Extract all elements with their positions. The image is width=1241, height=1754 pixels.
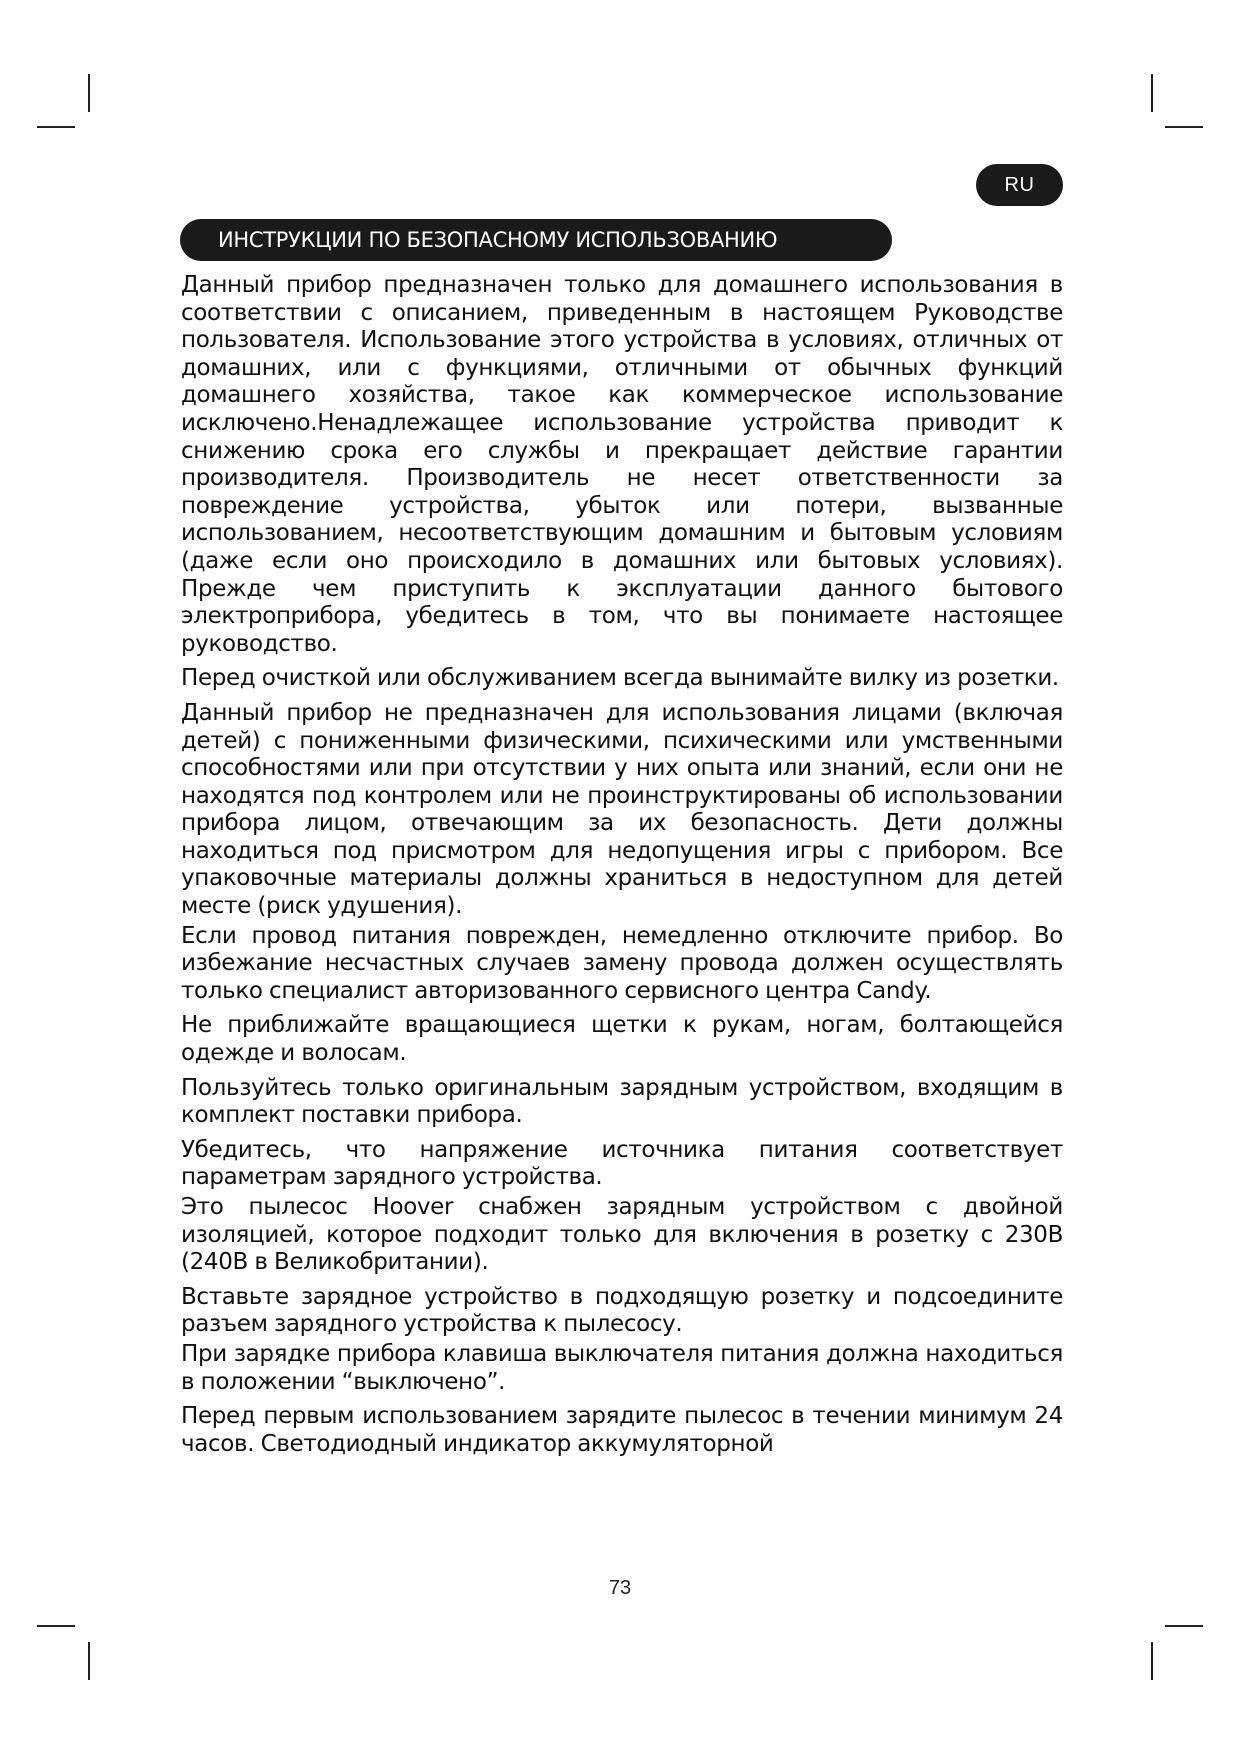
crop-mark-bottom-left-vertical (88, 1642, 90, 1680)
paragraph-damaged-cord: Если провод питания поврежден, немедленно отключите прибор. Во избежание несчастных случаев замену провода должен осуществлять только специалист авторизованного сервисного центра Candy. (181, 922, 1063, 1004)
crop-mark-top-left-horizontal (37, 126, 75, 128)
crop-mark-bottom-left-horizontal (37, 1625, 75, 1627)
paragraph-switch-off-while-charging: При зарядке прибора клавиша выключателя питания должна находиться в положении “выключено”. (181, 1340, 1063, 1395)
paragraph-unplug-before-cleaning: Перед очисткой или обслуживанием всегда вынимайте вилку из розетки. (181, 665, 1059, 692)
paragraph-supply-voltage: Убедитесь, что напряжение источника питания соответствует параметрам зарядного устройства. (181, 1136, 1063, 1191)
paragraph-first-charge: Перед первым использованием зарядите пылесос в течении минимум 24 часов. Светодиодный индикатор аккумуляторной (181, 1403, 1063, 1457)
paragraph-double-insulation: Это пылесос Hoover снабжен зарядным устройством с двойной изоляцией, которое подходит только для включения в розетку с 230В (240В в Великобритании). (181, 1194, 1063, 1276)
crop-mark-top-left-vertical (88, 74, 90, 112)
crop-mark-top-right-horizontal (1165, 126, 1203, 128)
safety-instructions-body (181, 272, 1063, 1465)
language-badge: RU (976, 164, 1063, 206)
section-title: ИНСТРУКЦИИ ПО БЕЗОПАСНОМУ ИСПОЛЬЗОВАНИЮ (180, 219, 892, 261)
crop-mark-bottom-right-horizontal (1165, 1625, 1203, 1627)
paragraph-original-charger: Пользуйтесь только оригинальным зарядным устройством, входящим в комплект поставки прибора. (181, 1074, 1063, 1129)
crop-mark-top-right-vertical (1151, 74, 1153, 112)
paragraph-rotating-brushes: Не приближайте вращающиеся щетки к рукам, ногам, болтающейся одежде и волосам. (181, 1012, 1063, 1067)
paragraph-intended-use: Данный прибор предназначен только для домашнего использования в соответствии с описанием, приведенным в настоящем Руководстве пользователя. Использование этого устройства в условиях, отличных от домашних, или с функциями, отличными от обычных функций домашнего хозяйства, такое как коммерческое использование исключено.Ненадлежащее использование устройства приводит к снижению срока его службы и прекращает действие гарантии производителя. Производитель не несет ответственности за повреждение устройства, убыток или потери, вызванные использованием, несоответствующим домашним и бытовым условиям (даже если оно происходило в домашних или бытовых условиях). Прежде чем приступить к эксплуатации данного бытового электроприбора, убедитесь в том, что вы понимаете настоящее руководство. (181, 272, 1063, 657)
paragraph-persons-and-children: Данный прибор не предназначен для использования лицами (включая детей) с пониженными физическими, психическими или умственными способностями или при отсутствии у них опыта или знаний, если они не находятся под контролем или не проинструктированы об использовании прибора лицом, отвечающим за их безопасность. Дети должны находиться под присмотром для недопущения игры с прибором. Все упаковочные материалы должны храниться в недоступном для детей месте (риск удушения). (181, 699, 1063, 920)
paragraph-insert-charger: Вставьте зарядное устройство в подходящую розетку и подсоедините разъем зарядного устройства к пылесосу. (181, 1283, 1063, 1338)
crop-mark-bottom-right-vertical (1151, 1642, 1153, 1680)
page-number: 73 (608, 1577, 632, 1599)
